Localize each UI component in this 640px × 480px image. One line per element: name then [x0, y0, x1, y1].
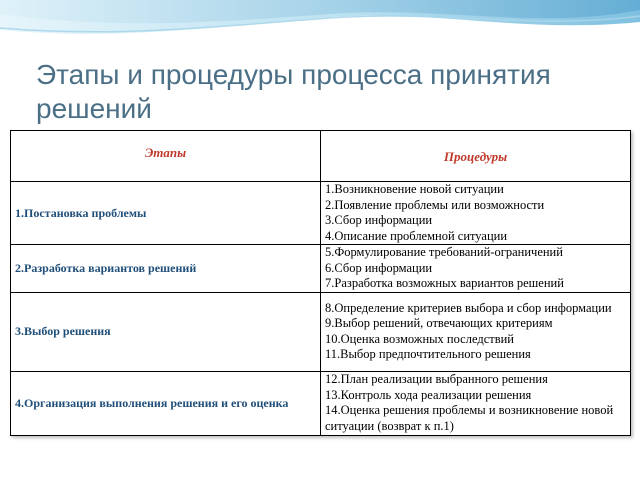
- stage-cell: 2.Разработка вариантов решений: [11, 245, 321, 293]
- table-row: [11, 182, 631, 245]
- procedures-cell: [321, 371, 631, 435]
- decorative-wave-banner: [0, 0, 640, 60]
- procedure-item: 8.Определение критериев выбора и сбор информации: [325, 300, 612, 315]
- stage-cell: 4.Организация выполнения решения и его оценка: [11, 371, 321, 435]
- procedures-cell: [321, 182, 631, 245]
- procedures-cell: [321, 292, 631, 371]
- procedure-item: 3.Сбор информации: [325, 213, 433, 227]
- stage-cell: 1.Постановка проблемы: [11, 182, 321, 245]
- table-row: [11, 292, 631, 371]
- procedures-cell: [321, 245, 631, 293]
- procedure-item: 4.Описание проблемной ситуации: [325, 228, 508, 243]
- procedure-item: 2.Появление проблемы или возможности: [325, 197, 545, 212]
- procedure-item: 7.Разработка возможных вариантов решений: [325, 276, 564, 290]
- table-row: [11, 245, 631, 293]
- header-procedures: Процедуры: [321, 131, 631, 182]
- header-stages: Этапы: [11, 131, 321, 182]
- procedure-item: 11.Выбор предпочтительного решения: [325, 347, 531, 361]
- table-row: [11, 371, 631, 435]
- procedure-item: 9.Выбор решений, отвечающих критериям: [325, 316, 553, 330]
- procedure-item: 12.План реализации выбранного решения: [325, 372, 548, 386]
- stages-procedures-table: [10, 130, 631, 436]
- procedure-item: 13.Контроль хода реализации решения: [325, 387, 532, 402]
- slide-title: Этапы и процедуры процесса принятия решений: [36, 59, 551, 124]
- procedure-item: 10.Оценка возможных последствий: [325, 331, 514, 346]
- stage-cell: 3.Выбор решения: [11, 292, 321, 371]
- table-header-row: [11, 131, 631, 182]
- procedure-item: 14.Оценка решения проблемы и возникновение новой ситуации (возврат к п.1): [325, 403, 614, 433]
- procedure-item: 1.Возникновение новой ситуации: [325, 182, 504, 196]
- procedure-item: 5.Формулирование требований-ограничений: [325, 245, 563, 259]
- procedure-item: 6.Сбор информации: [325, 260, 433, 275]
